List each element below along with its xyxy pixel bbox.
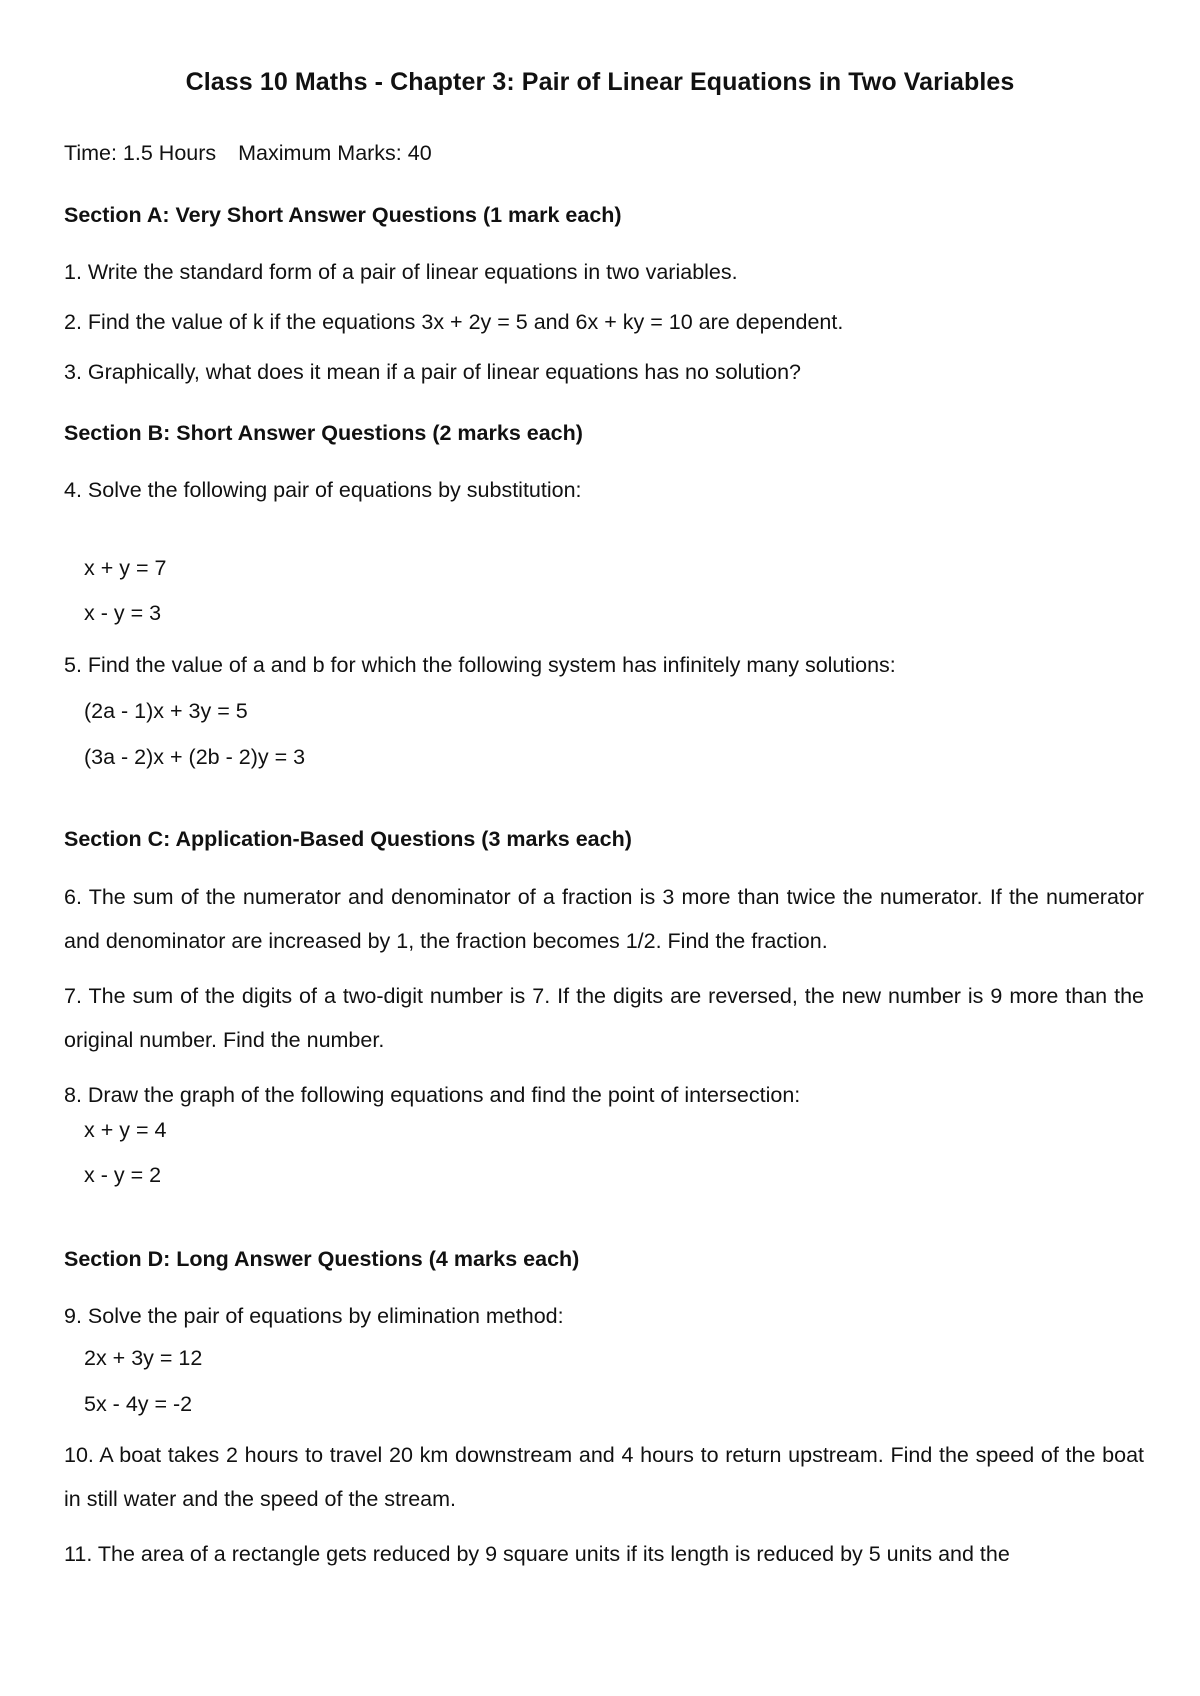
question-4-equation-2: x - y = 3 [84, 601, 162, 625]
exam-time: Time: 1.5 Hours [64, 141, 217, 165]
question-8: 8. Draw the graph of the following equations and find the point of intersection: [64, 1083, 801, 1107]
question-11: 11. The area of a rectangle gets reduced by 9 square units if its length is reduced by 5 units and the [64, 1542, 1010, 1566]
section-c-heading: Section C: Application-Based Questions (3 marks each) [64, 827, 632, 851]
exam-meta [64, 141, 432, 166]
page-title: Class 10 Maths - Chapter 3: Pair of Linear Equations in Two Variables [185, 68, 1015, 96]
exam-max-marks: Maximum Marks: 40 [238, 141, 432, 165]
section-b-heading: Section B: Short Answer Questions (2 marks each) [64, 421, 583, 445]
question-1: 1. Write the standard form of a pair of linear equations in two variables. [64, 260, 738, 284]
question-5-equation-2: (3a - 2)x + (2b - 2)y = 3 [84, 745, 306, 769]
question-2: 2. Find the value of k if the equations 3x + 2y = 5 and 6x + ky = 10 are dependent. [64, 310, 844, 334]
question-5: 5. Find the value of a and b for which the following system has infinitely many solutions: [64, 653, 896, 677]
question-10: 10. A boat takes 2 hours to travel 20 km downstream and 4 hours to return upstream. Find the speed of the boat in still water and the speed of the stream. [64, 1443, 1144, 1511]
question-6: 6. The sum of the numerator and denominator of a fraction is 3 more than twice the numerator. If the numerator and denominator are increased by 1, the fraction becomes 1/2. Find the fraction. [64, 885, 1144, 953]
question-9-equation-2: 5x - 4y = -2 [84, 1392, 193, 1416]
question-4: 4. Solve the following pair of equations by substitution: [64, 478, 582, 502]
section-a-heading: Section A: Very Short Answer Questions (1 mark each) [64, 203, 622, 227]
question-3: 3. Graphically, what does it mean if a pair of linear equations has no solution? [64, 360, 802, 384]
section-d-heading: Section D: Long Answer Questions (4 marks each) [64, 1247, 580, 1271]
question-8-equation-2: x - y = 2 [84, 1163, 162, 1187]
question-7: 7. The sum of the digits of a two-digit number is 7. If the digits are reversed, the new number is 9 more than the original number. Find the number. [64, 984, 1144, 1052]
question-4-equation-1: x + y = 7 [84, 556, 167, 580]
question-8-equation-1: x + y = 4 [84, 1118, 167, 1142]
question-9-equation-1: 2x + 3y = 12 [84, 1346, 203, 1370]
question-9: 9. Solve the pair of equations by elimination method: [64, 1304, 564, 1328]
question-5-equation-1: (2a - 1)x + 3y = 5 [84, 699, 248, 723]
